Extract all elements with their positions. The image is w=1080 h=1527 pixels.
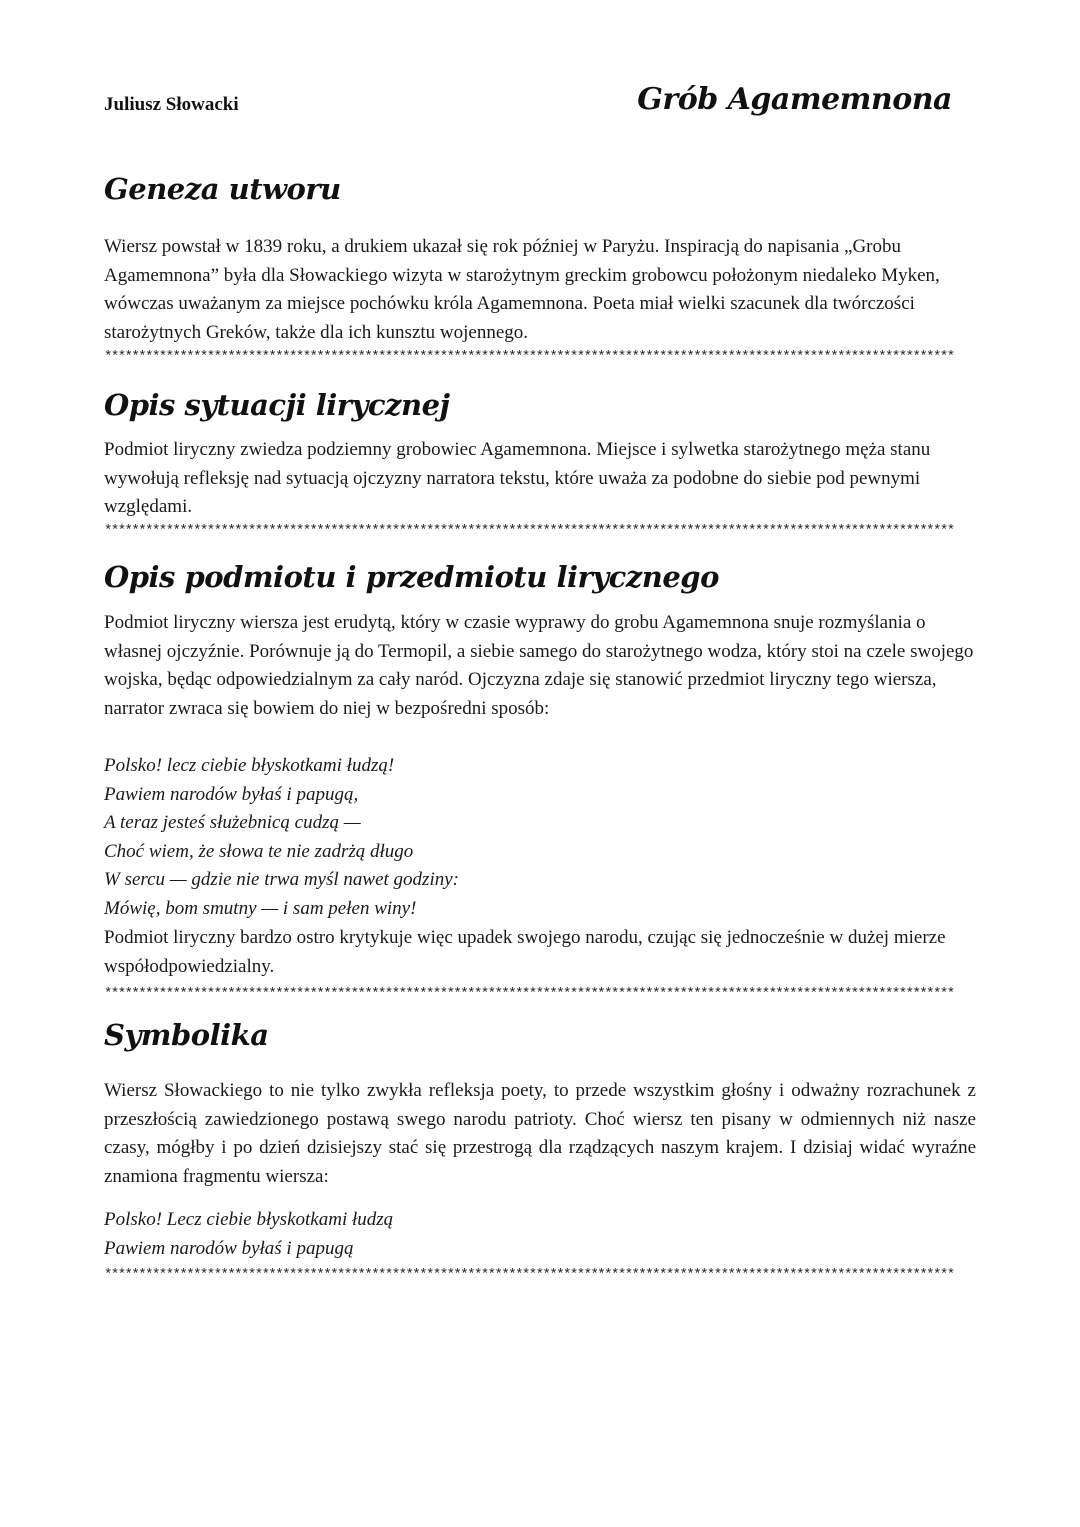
separator-line: ****************************************************************************************************************************: [104, 350, 954, 364]
separator-line: ****************************************************************************************************************************: [104, 1268, 954, 1282]
paragraph-podmiot: Podmiot liryczny wiersza jest erudytą, który w czasie wyprawy do grobu Agamemnona snuje rozmyślania o własnej ojczyźnie. Porównuje ją do Termopil, a siebie samego do starożytnego wodza, który stoi na czele swojego wojska, będąc odpowiedzialnym za cały naród. Ojczyzna zdaje się stanowić przedmiot liryczny tego wiersza, narrator zwraca się bowiem do niej w bezpośredni sposób:: [104, 612, 974, 719]
verse-line: Polsko! lecz ciebie błyskotkami łudzą!: [104, 755, 395, 776]
verse-line: Pawiem narodów byłaś i papugą,: [104, 783, 359, 805]
paragraph-symbolika: Wiersz Słowackiego to nie tylko zwykła refleksja poety, to przede wszystkim głośny i odważny rozrachunek z przeszłością zawiedzionego postawą swego narodu patrioty. Choć wiersz ten pisany w odmiennych niż nasze czasy, mógłby i po dzień dzisiejszy stać się przestrogą dla rządzących naszym krajem. I dzisiaj widać wyraźne znamiona fragmentu wiersza:: [104, 1080, 976, 1187]
section-heading-symbolika: Symbolika: [104, 1018, 269, 1052]
verse-quote-symbolika: [104, 1206, 976, 1263]
section-heading-podmiot: Opis podmiotu i przedmiotu lirycznego: [104, 560, 719, 594]
verse-line: Pawiem narodów byłaś i papugą: [104, 1237, 354, 1259]
verse-line: A teraz jesteś służebnicą cudzą —: [104, 812, 361, 833]
author-name: Juliusz Słowacki: [104, 94, 239, 115]
document-title: Grób Agamemnona: [637, 82, 952, 117]
section-heading-geneza: Geneza utworu: [104, 172, 341, 206]
verse-line: W sercu — gdzie nie trwa myśl nawet godziny:: [104, 869, 459, 890]
verse-line: Polsko! Lecz ciebie błyskotkami łudzą: [104, 1209, 394, 1230]
paragraph-podmiot-conclusion: Podmiot liryczny bardzo ostro krytykuje więc upadek swojego narodu, czując się jednocześnie w dużej mierze współodpowiedzialny.: [104, 927, 946, 977]
paragraph-sytuacja: Podmiot liryczny zwiedza podziemny grobowiec Agamemnona. Miejsce i sylwetka starożytnego męża stanu wywołują refleksję nad sytuacją ojczyzny narratora tekstu, które uważa za podobne do siebie pod pewnymi względami.: [104, 439, 931, 517]
verse-line: Mówię, bom smutny — i sam pełen winy!: [104, 897, 417, 919]
verse-line: Choć wiem, że słowa te nie zadrżą długo: [104, 840, 414, 862]
separator-line: ****************************************************************************************************************************: [104, 987, 954, 1001]
verse-quote-podmiot: [104, 752, 976, 923]
section-heading-sytuacja: Opis sytuacji lirycznej: [104, 388, 450, 422]
paragraph-geneza: Wiersz powstał w 1839 roku, a drukiem ukazał się rok później w Paryżu. Inspiracją do napisania „Grobu Agamemnona” była dla Słowackiego wizyta w starożytnym greckim grobowcu położonym niedaleko Myken, wówczas uważanym za miejsce pochówku króla Agamemnona. Poeta miał wielki szacunek dla twórczości starożytnych Greków, także dla ich kunsztu wojennego.: [104, 236, 940, 343]
separator-line: ****************************************************************************************************************************: [104, 524, 954, 538]
